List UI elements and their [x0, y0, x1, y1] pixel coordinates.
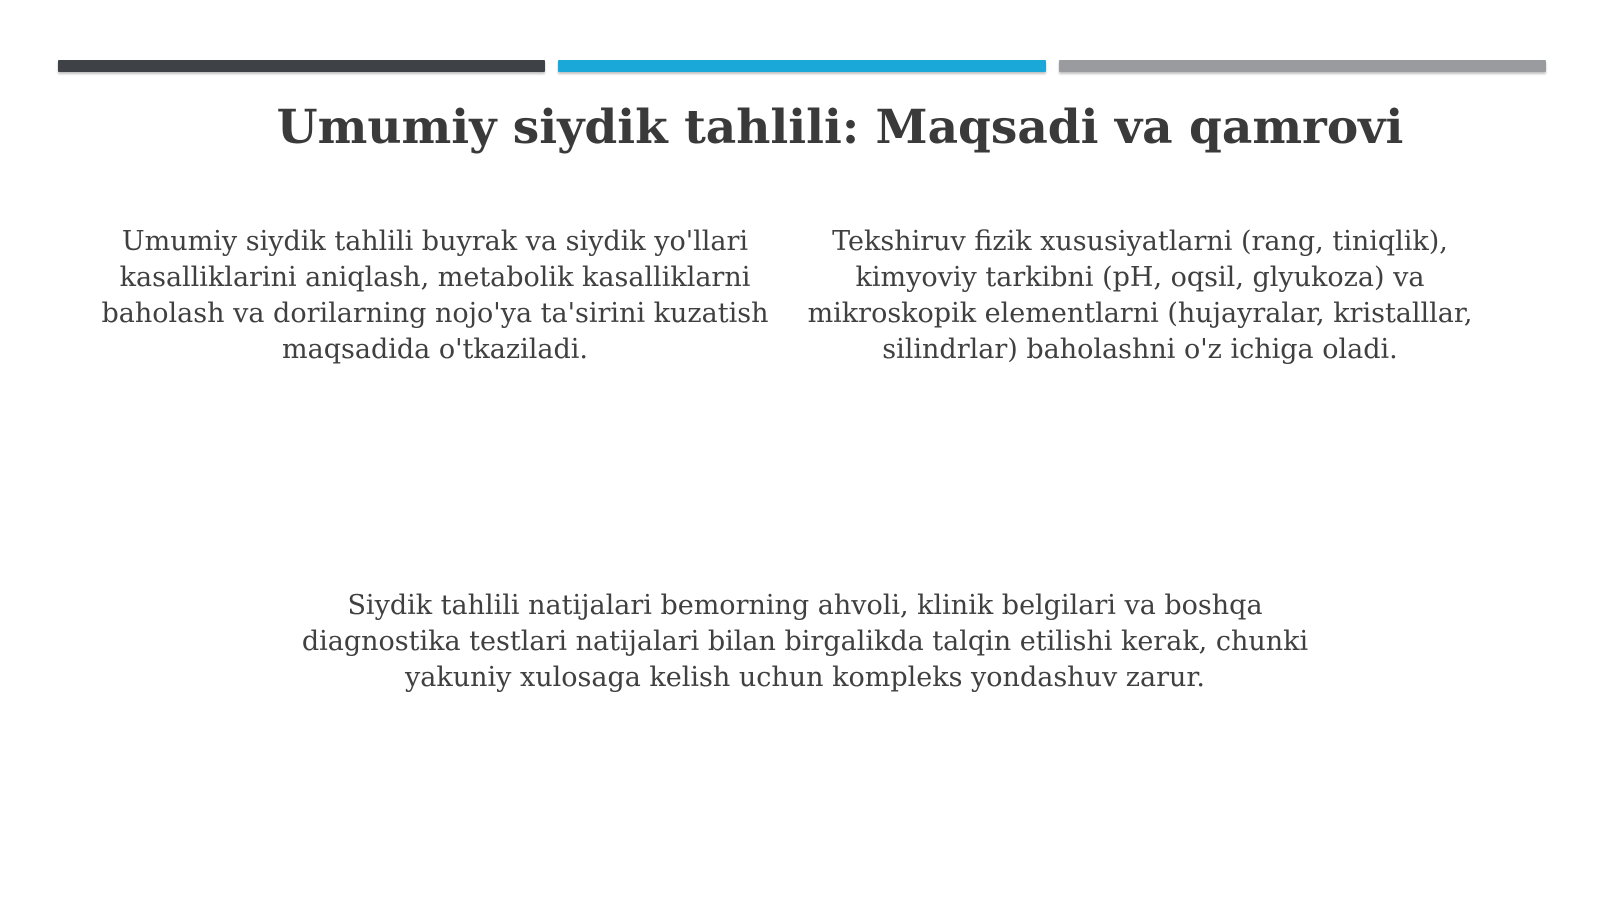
paragraph-left: Umumiy siydik tahlili buyrak va siydik yo'llari kasalliklarini aniqlash, metabolik kasalliklarni baholash va dorilarning nojo'ya ta'sirini kuzatish maqsadida o'tkaziladi. — [101, 226, 769, 365]
accent-bar-dark — [58, 60, 545, 72]
paragraph-right: Tekshiruv fizik xususiyatlarni (rang, tiniqlik), kimyoviy tarkibni (pH, oqsil, glyukoza) va mikroskopik elementlarni (hujayralar, kristalllar, silindrlar) baholashni o'z ichiga oladi. — [807, 226, 1473, 365]
slide-title: Umumiy siydik tahlili: Maqsadi va qamrovi — [276, 100, 1404, 155]
header-accent-bars — [58, 60, 1546, 72]
accent-bar-blue — [558, 60, 1045, 72]
accent-bar-gray — [1059, 60, 1546, 72]
paragraph-bottom: Siydik tahlili natijalari bemorning ahvoli, klinik belgilari va boshqa diagnostika testlari natijalari bilan birgalikda talqin etilishi kerak, chunki yakuniy xulosaga kelish uchun kompleks yondashuv zarur. — [301, 590, 1309, 693]
